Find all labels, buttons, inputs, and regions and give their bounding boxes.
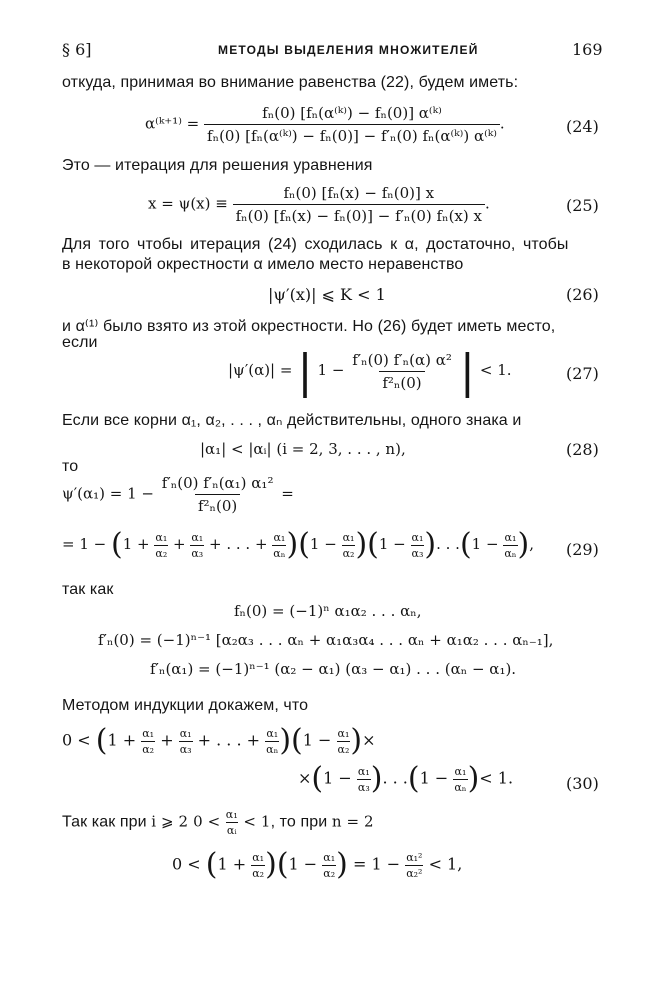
running-title: МЕТОДЫ ВЫДЕЛЕНИЯ МНОЖИТЕЛЕЙ bbox=[218, 43, 479, 57]
eq29-numerator: f′ₙ(0) f′ₙ(α₁) α₁² bbox=[161, 474, 274, 492]
eq25-lhs: x = ψ(x) ≡ bbox=[148, 194, 228, 213]
eq24-numerator: fₙ(0) [fₙ(α⁽ᵏ⁾) − fₙ(0)] α⁽ᵏ⁾ bbox=[262, 104, 442, 122]
eq29-denominator: f²ₙ(0) bbox=[195, 494, 240, 515]
paragraph-2: Это — итерация для решения уравнения bbox=[62, 157, 373, 174]
last-line: Так как при i ⩾ 2 0 < $\frac{\text{α₁}}{\text{αᵢ}}$ < 1, то при n = 2 bbox=[62, 808, 374, 837]
paragraph-4-line-2: если bbox=[62, 334, 98, 351]
final-formula: 0 < (1 + $\frac{\text{α₁}}{\text{α₂}}$ )(1 − $\frac{\text{α₁}}{\text{α₂}}$ ) = 1 − $\frac{\text{α₁²}}{\text{α₂²}}$ < 1, bbox=[172, 847, 463, 882]
eq-number-28: (28) bbox=[566, 440, 599, 459]
eq29-fraction bbox=[159, 474, 277, 515]
formula-fpna1: f′ₙ(α₁) = (−1)ⁿ⁻¹ (α₂ − α₁) (α₃ − α₁) . . . (αₙ − α₁). bbox=[150, 660, 517, 678]
eq27-fraction bbox=[349, 351, 455, 392]
eq-number-30: (30) bbox=[566, 774, 599, 793]
equation-28: |α₁| < |αᵢ| (i = 2, 3, . . . , n), bbox=[200, 440, 406, 458]
equation-25: x = ψ(x) ≡ $\frac{\text{fₙ(0) [fₙ(x) − fₙ(0)] x}}{\text{fₙ(0) [fₙ(x) − fₙ(0)] − f′ₙ(0) fₙ(x) x}}$ . bbox=[148, 184, 490, 225]
equation-30-line-2: ×(1 − $\frac{\text{α₁}}{\text{α₃}}$ ). . .(1 − $\frac{\text{α₁}}{\text{αₙ}}$ )< 1. bbox=[298, 761, 514, 796]
eq27-lhs: |ψ′(α)| = bbox=[228, 361, 293, 379]
paragraph-3-line-2: в некоторой окрестности α имело место неравенство bbox=[62, 256, 464, 273]
eq-number-27: (27) bbox=[566, 364, 599, 383]
eq25-denominator: fₙ(0) [fₙ(x) − fₙ(0)] − f′ₙ(0) fₙ(x) x bbox=[233, 204, 485, 225]
paragraph-4-line-1: и α⁽¹⁾ было взято из этой окрестности. Но (26) будет иметь место, bbox=[62, 318, 556, 335]
eq27-rhs: < 1. bbox=[479, 361, 512, 379]
eq-number-25: (25) bbox=[566, 196, 599, 215]
equation-26: |ψ′(x)| ⩽ K < 1 bbox=[268, 285, 386, 304]
eq25-numerator: fₙ(0) [fₙ(x) − fₙ(0)] x bbox=[283, 184, 435, 202]
eq29-lhs: ψ′(α₁) = 1 − bbox=[62, 484, 154, 503]
eq29-lead: = 1 − bbox=[62, 535, 107, 553]
text-induction: Методом индукции докажем, что bbox=[62, 697, 309, 714]
equation-29-line-2: = 1 − (1 + $\frac{\text{α₁}}{\text{α₂}}$ + $\frac{\text{α₁}}{\text{α₃}}$ + . . . + $\frac{\text{α₁}}{\text{αₙ}}$ )(1 − $\frac{\text{α₁}}{\text{α₂}}$ )(1 − $\frac{\text{α₁}}{\text{α₃}}$ ). . .(1 − $\frac{\text{α₁}}{\text{αₙ}}$ ), bbox=[62, 527, 535, 562]
formula-fn0: fₙ(0) = (−1)ⁿ α₁α₂ . . . αₙ, bbox=[234, 602, 422, 620]
paragraph-1: откуда, принимая во внимание равенства (22), будем иметь: bbox=[62, 74, 519, 91]
eq27-one-minus: 1 − bbox=[317, 361, 345, 379]
section-marker: § 6] bbox=[62, 40, 92, 59]
paragraph-3-line-1: Для того чтобы итерация (24) сходилась к α, достаточно, чтобы bbox=[62, 236, 569, 253]
text-tak-kak: так как bbox=[62, 581, 114, 598]
eq27-denominator: f²ₙ(0) bbox=[379, 371, 424, 392]
equation-29-line-1: ψ′(α₁) = 1 − $\frac{\text{f′ₙ(0) f′ₙ(α₁) α₁²}}{\text{f²ₙ(0)}}$ = bbox=[62, 474, 294, 515]
eq24-lhs: α⁽ᵏ⁺¹⁾ = bbox=[145, 114, 200, 133]
eq24-fraction bbox=[204, 104, 500, 145]
eq24-denominator: fₙ(0) [fₙ(α⁽ᵏ⁾) − fₙ(0)] − f′ₙ(0) fₙ(α⁽ᵏ⁾) α⁽ᵏ⁾ bbox=[204, 124, 500, 145]
eq-number-29: (29) bbox=[566, 540, 599, 559]
eq25-fraction bbox=[233, 184, 485, 225]
paragraph-5: Если все корни α₁, α₂, . . . , αₙ действительны, одного знака и bbox=[62, 412, 522, 429]
equation-30-line-1: 0 < (1 + $\frac{\text{α₁}}{\text{α₂}}$ + $\frac{\text{α₁}}{\text{α₃}}$ + . . . + $\frac{\text{α₁}}{\text{αₙ}}$ )(1 − $\frac{\text{α₁}}{\text{α₂}}$ )× bbox=[62, 723, 376, 758]
equation-24: α⁽ᵏ⁺¹⁾ = $\frac{\text{fₙ(0) [fₙ(α⁽ᵏ⁾) − fₙ(0)] α⁽ᵏ⁾}}{\text{fₙ(0) [fₙ(α⁽ᵏ⁾) − fₙ(0)] − f′ₙ(0) fₙ(α⁽ᵏ⁾) α⁽ᵏ⁾}}$ . bbox=[145, 104, 505, 145]
eq-number-26: (26) bbox=[566, 285, 599, 304]
equation-27: |ψ′(α)| = | 1 − $\frac{\text{f′ₙ(0) f′ₙ(α) α²}}{\text{f²ₙ(0)}}$ | < 1. bbox=[228, 344, 512, 398]
eq-number-24: (24) bbox=[566, 117, 599, 136]
word-to: то bbox=[62, 458, 79, 475]
eq27-numerator: f′ₙ(0) f′ₙ(α) α² bbox=[352, 350, 452, 369]
formula-fpn0: f′ₙ(0) = (−1)ⁿ⁻¹ [α₂α₃ . . . αₙ + α₁α₃α₄ . . . αₙ + α₁α₂ . . . αₙ₋₁], bbox=[98, 631, 554, 649]
page-number: 169 bbox=[572, 40, 603, 59]
